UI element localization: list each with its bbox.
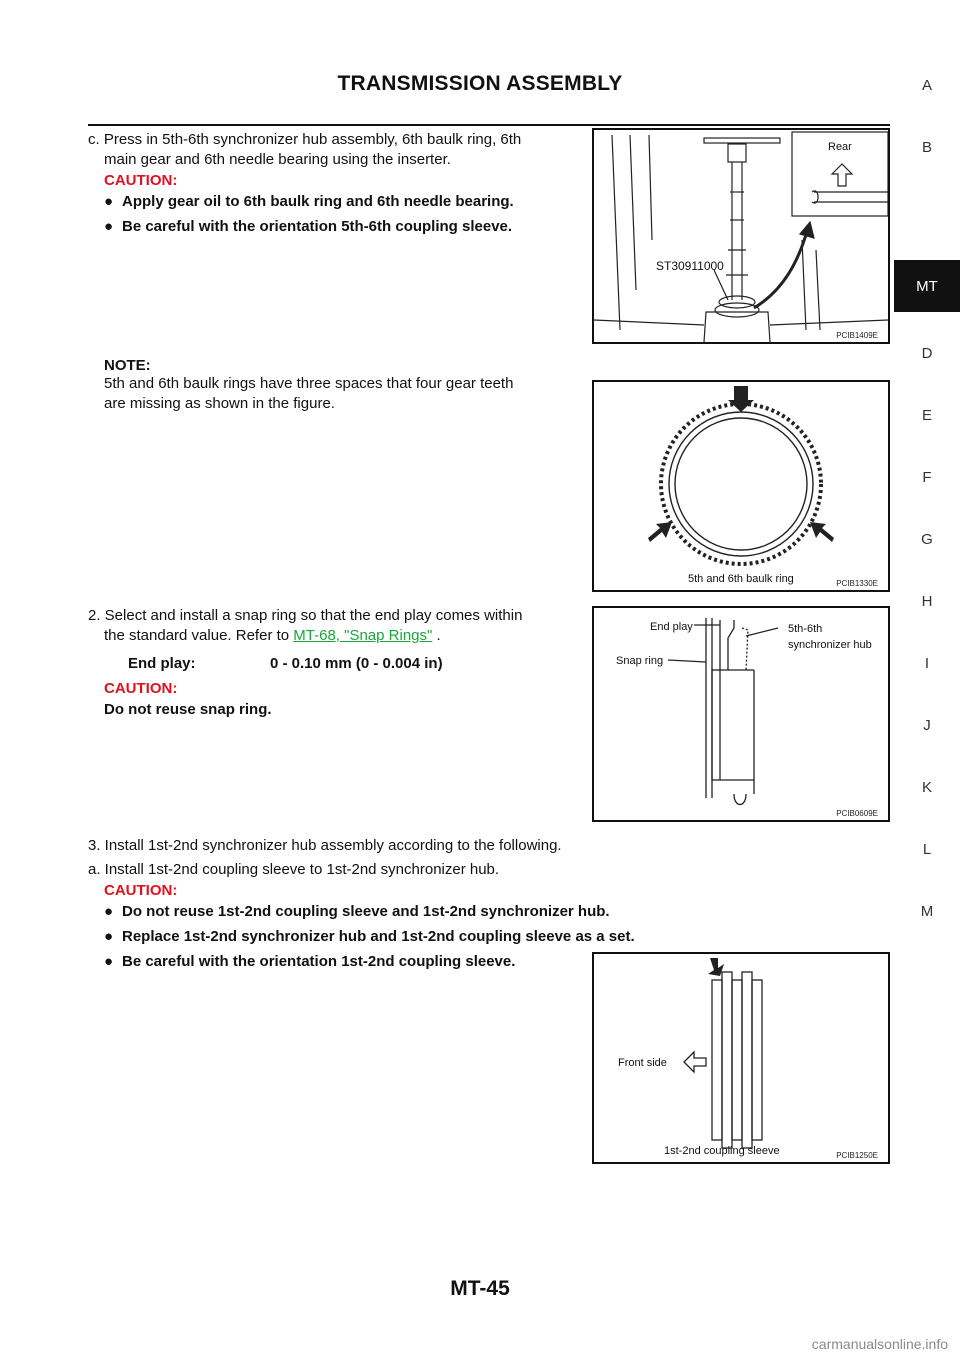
step-2-line1: 2. Select and install a snap ring so that the end play comes within <box>88 607 523 624</box>
caution-label-3: CAUTION: <box>104 882 178 899</box>
caution-list-c <box>104 192 584 237</box>
bullet-item: ● Replace 1st-2nd synchronizer hub and 1st-2nd coupling sleeve as a set. <box>104 928 635 945</box>
step-c-line2: main gear and 6th needle bearing using the inserter. <box>104 151 451 168</box>
coupling-sleeve-drawing <box>594 954 888 1162</box>
baulk-ring-caption: 5th and 6th baulk ring <box>688 573 794 585</box>
sidebar-item-a[interactable]: A <box>921 76 932 94</box>
label-hub-line2: synchronizer hub <box>788 639 872 651</box>
tool-label: ST30911000 <box>656 259 724 273</box>
step-3-text: 3. Install 1st-2nd synchronizer hub assembly according to the following. <box>88 837 562 854</box>
sidebar-item-m[interactable]: M <box>920 902 934 920</box>
sidebar-item-e[interactable]: E <box>921 406 932 424</box>
figure-coupling-sleeve <box>592 952 890 1164</box>
figure-code: PCIB1330E <box>836 579 878 588</box>
section-index-sidebar <box>894 60 960 940</box>
page-title: TRANSMISSION ASSEMBLY <box>337 72 623 95</box>
watermark: carmanualsonline.info <box>811 1336 948 1352</box>
sidebar-item-k[interactable]: K <box>921 778 932 796</box>
note-label: NOTE: <box>104 357 151 374</box>
inset-label-rear: Rear <box>828 141 852 153</box>
caution-label-2: CAUTION: <box>104 680 178 697</box>
figure-inserter-tool <box>592 128 890 344</box>
header-divider <box>88 124 890 126</box>
step-c-line1: c. Press in 5th-6th synchronizer hub assembly, 6th baulk ring, 6th <box>88 131 522 148</box>
figure-baulk-ring <box>592 380 890 592</box>
step-2-line2: the standard value. Refer to MT-68, "Snap Rings" . <box>104 627 441 644</box>
note-line2: are missing as shown in the figure. <box>104 395 335 412</box>
caution-text-2: Do not reuse snap ring. <box>104 701 272 718</box>
bullet-item: ● Do not reuse 1st-2nd coupling sleeve and 1st-2nd synchronizer hub. <box>104 903 610 920</box>
note-text <box>104 374 584 414</box>
snap-rings-link[interactable]: MT-68, "Snap Rings" <box>293 627 433 644</box>
baulk-ring-drawing <box>594 382 888 590</box>
label-end-play: End play <box>650 621 693 633</box>
bullet-item: ● Apply gear oil to 6th baulk ring and 6th needle bearing. <box>104 193 514 210</box>
label-hub-line1: 5th-6th <box>788 623 823 635</box>
caution-label-c: CAUTION: <box>104 172 178 189</box>
page-number: MT-45 <box>450 1277 510 1300</box>
sidebar-item-j[interactable]: J <box>923 716 931 734</box>
bullet-item: ● Be careful with the orientation 5th-6th coupling sleeve. <box>104 218 513 235</box>
note-line1: 5th and 6th baulk rings have three spaces that four gear teeth <box>104 375 514 392</box>
snap-ring-drawing <box>594 608 888 820</box>
bullet-item: ● Be careful with the orientation 1st-2nd coupling sleeve. <box>104 953 516 970</box>
figure-code: PCIB0609E <box>836 809 878 818</box>
end-play-label: End play: <box>128 655 196 672</box>
sidebar-item-mt[interactable]: MT <box>894 260 960 312</box>
sidebar-item-d[interactable]: D <box>921 344 933 362</box>
figure-snap-ring <box>592 606 890 822</box>
end-play-value: 0 - 0.10 mm (0 - 0.004 in) <box>270 655 443 672</box>
label-front-side: Front side <box>618 1057 667 1069</box>
sidebar-item-h[interactable]: H <box>921 592 933 610</box>
figure-code: PCIB1409E <box>836 331 878 340</box>
sidebar-item-g[interactable]: G <box>921 530 933 548</box>
step-3a-text: a. Install 1st-2nd coupling sleeve to 1st-2nd synchronizer hub. <box>88 861 500 878</box>
coupling-sleeve-caption: 1st-2nd coupling sleeve <box>664 1145 780 1157</box>
figure-code: PCIB1250E <box>836 1151 878 1160</box>
sidebar-item-i[interactable]: I <box>924 654 930 672</box>
sidebar-item-b[interactable]: B <box>921 138 932 156</box>
step-c-text <box>88 130 588 170</box>
label-snap-ring: Snap ring <box>616 655 664 667</box>
sidebar-item-f[interactable]: F <box>922 468 932 486</box>
sidebar-item-l[interactable]: L <box>922 840 932 858</box>
step-2-text <box>88 606 588 646</box>
inserter-drawing <box>594 130 888 342</box>
